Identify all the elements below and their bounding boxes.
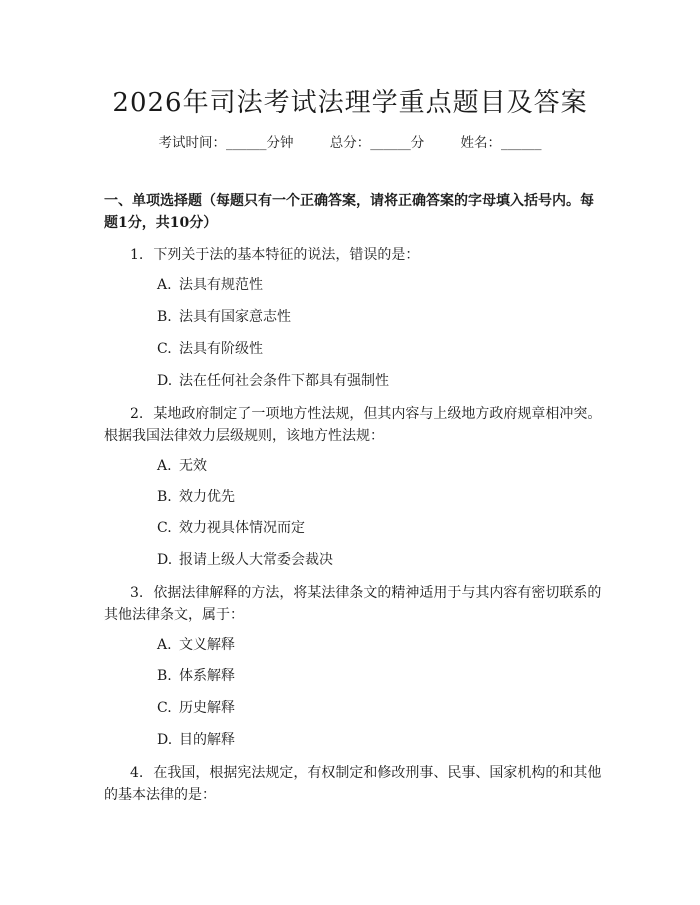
question-1-option-b	[157, 307, 291, 327]
option-letter: A.	[157, 458, 172, 474]
option-letter: D.	[157, 732, 173, 748]
option-text: 目的解释	[179, 732, 235, 748]
option-text: 无效	[179, 458, 207, 474]
option-text: 历史解释	[179, 700, 235, 716]
option-text: 法具有阶级性	[179, 341, 263, 357]
question-3-option-c	[157, 698, 235, 718]
question-text: 在我国，根据宪法规定，有权制定和修改刑事、民事、国家机构的和其他的基本法律的是：	[104, 765, 602, 803]
question-3-option-a	[157, 635, 235, 655]
option-text: 文义解释	[179, 637, 235, 653]
question-text: 依据法律解释的方法，将某法律条文的精神适用于与其内容有密切联系的其他法律条文，属于：	[104, 585, 602, 623]
question-1-option-c	[157, 339, 263, 359]
question-1-stem	[104, 244, 604, 266]
question-number: 4.	[130, 765, 144, 781]
question-text: 某地政府制定了一项地方性法规，但其内容与上级地方政府规章相冲突。根据我国法律效力层级规则，该地方性法规：	[104, 406, 602, 444]
question-number: 3.	[130, 585, 144, 601]
question-3-option-b	[157, 666, 235, 686]
question-4-stem	[104, 762, 604, 806]
option-letter: A.	[157, 277, 172, 293]
question-2-option-a	[157, 456, 207, 476]
option-text: 报请上级人大常委会裁决	[179, 552, 333, 568]
page-title: 2026年司法考试法理学重点题目及答案	[112, 88, 588, 118]
question-number: 2.	[130, 406, 144, 422]
question-3-option-d	[157, 730, 235, 750]
exam-time-field: 考试时间：______分钟	[158, 135, 294, 151]
question-2-option-d	[157, 550, 333, 570]
question-2-stem	[104, 403, 604, 447]
option-text: 法在任何社会条件下都具有强制性	[179, 373, 389, 389]
question-2-option-b	[157, 487, 235, 507]
option-letter: C.	[157, 520, 172, 536]
option-text: 体系解释	[179, 668, 235, 684]
option-letter: B.	[157, 309, 172, 325]
option-letter: D.	[157, 373, 173, 389]
option-text: 效力视具体情况而定	[179, 520, 305, 536]
option-text: 法具有规范性	[179, 277, 263, 293]
option-text: 效力优先	[179, 489, 235, 505]
option-letter: D.	[157, 552, 173, 568]
question-text: 下列关于法的基本特征的说法，错误的是：	[153, 247, 420, 263]
question-number: 1.	[130, 247, 144, 263]
option-letter: C.	[157, 700, 172, 716]
option-letter: B.	[157, 489, 172, 505]
name-field: 姓名：______	[460, 135, 542, 151]
question-1-option-a	[157, 275, 263, 295]
question-3-stem	[104, 582, 604, 626]
total-score-field: 总分：______分	[329, 135, 425, 151]
option-letter: B.	[157, 668, 172, 684]
exam-meta	[0, 131, 700, 151]
option-text: 法具有国家意志性	[179, 309, 291, 325]
option-letter: C.	[157, 341, 172, 357]
question-1-option-d	[157, 371, 389, 391]
option-letter: A.	[157, 637, 172, 653]
question-2-option-c	[157, 518, 305, 538]
section-heading: 一、单项选择题（每题只有一个正确答案，请将正确答案的字母填入括号内。每题1分，共10分）	[104, 193, 594, 231]
